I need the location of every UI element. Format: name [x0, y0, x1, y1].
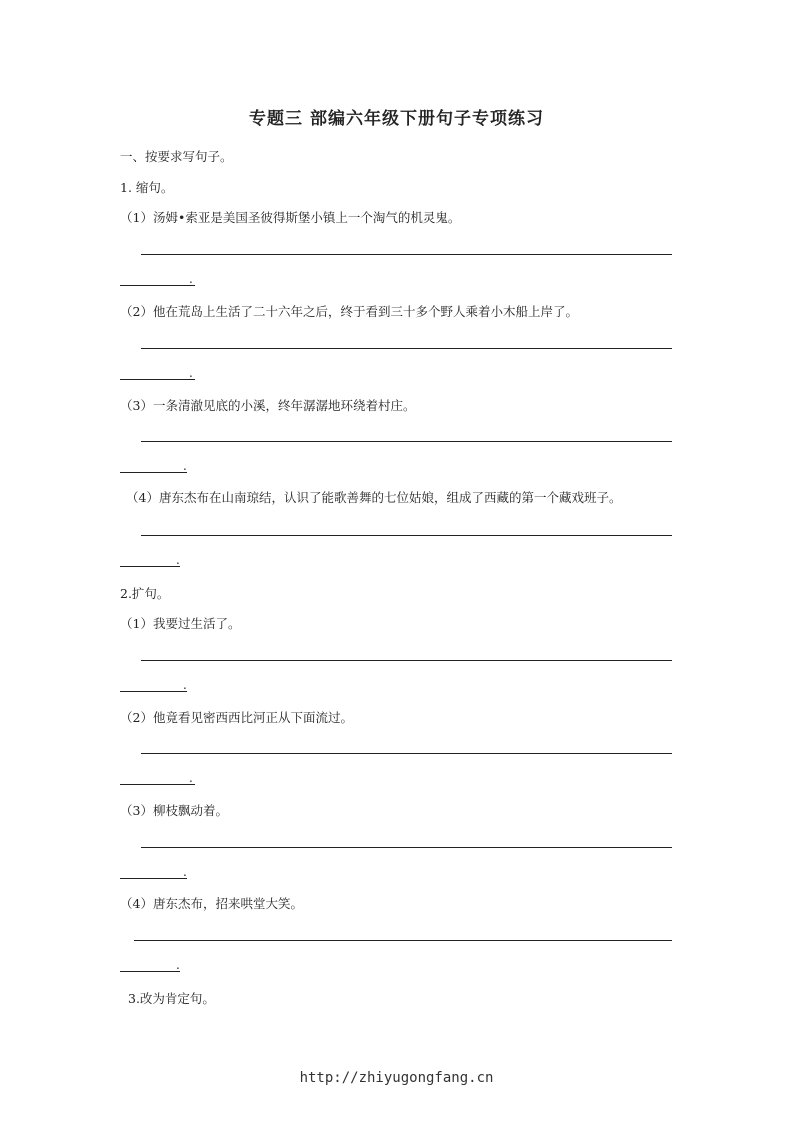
period-mark: .: [189, 771, 193, 785]
period-mark: .: [183, 678, 187, 692]
question-2-2: （2）他竟看见密西西比河正从下面流过。: [120, 710, 353, 725]
answer-line-short-1-1[interactable]: [120, 285, 195, 286]
footer-url[interactable]: http://zhiyugongfang.cn: [299, 1070, 494, 1086]
period-mark: .: [176, 958, 180, 972]
section-heading: 一、按要求写句子。: [120, 149, 233, 164]
question-1-2: （2）他在荒岛上生活了二十六年之后，终于看到三十多个野人乘着小木船上岸了。: [120, 304, 578, 319]
part-3-heading: 3.改为肯定句。: [128, 991, 215, 1006]
page-title: 专题三 部编六年级下册句子专项练习: [249, 109, 544, 129]
answer-line-short-2-2[interactable]: [120, 784, 195, 785]
answer-line-short-1-4[interactable]: [120, 566, 180, 567]
answer-line-short-2-1[interactable]: [120, 691, 187, 692]
period-mark: .: [189, 272, 193, 286]
answer-line-1-4[interactable]: [141, 535, 672, 536]
answer-line-short-2-4[interactable]: [120, 971, 180, 972]
part-2-heading: 2.扩句。: [120, 586, 170, 601]
period-mark: .: [189, 366, 193, 380]
answer-line-1-1[interactable]: [141, 254, 672, 255]
answer-line-2-4[interactable]: [134, 940, 672, 941]
period-mark: .: [183, 459, 187, 473]
answer-line-short-1-3[interactable]: [120, 472, 187, 473]
answer-line-short-1-2[interactable]: [120, 379, 195, 380]
answer-line-1-2[interactable]: [141, 348, 672, 349]
period-mark: .: [183, 865, 187, 879]
answer-line-2-1[interactable]: [141, 660, 672, 661]
question-2-1: （1）我要过生活了。: [120, 616, 241, 631]
period-mark: .: [176, 553, 180, 567]
question-1-1: （1）汤姆•索亚是美国圣彼得斯堡小镇上一个淘气的机灵鬼。: [120, 210, 461, 225]
answer-line-short-2-3[interactable]: [120, 878, 187, 879]
question-2-3: （3）柳枝飘动着。: [120, 803, 228, 818]
question-1-3: （3）一条清澈见底的小溪，终年潺潺地环绕着村庄。: [120, 398, 416, 413]
answer-line-2-2[interactable]: [141, 753, 672, 754]
question-1-4: （4）唐东杰布在山南琼结，认识了能歌善舞的七位姑娘，组成了西藏的第一个藏戏班子。: [126, 490, 622, 505]
answer-line-1-3[interactable]: [141, 441, 672, 442]
answer-line-2-3[interactable]: [141, 847, 672, 848]
question-2-4: （4）唐东杰布，招来哄堂大笑。: [120, 896, 303, 911]
part-1-heading: 1. 缩句。: [120, 180, 174, 195]
